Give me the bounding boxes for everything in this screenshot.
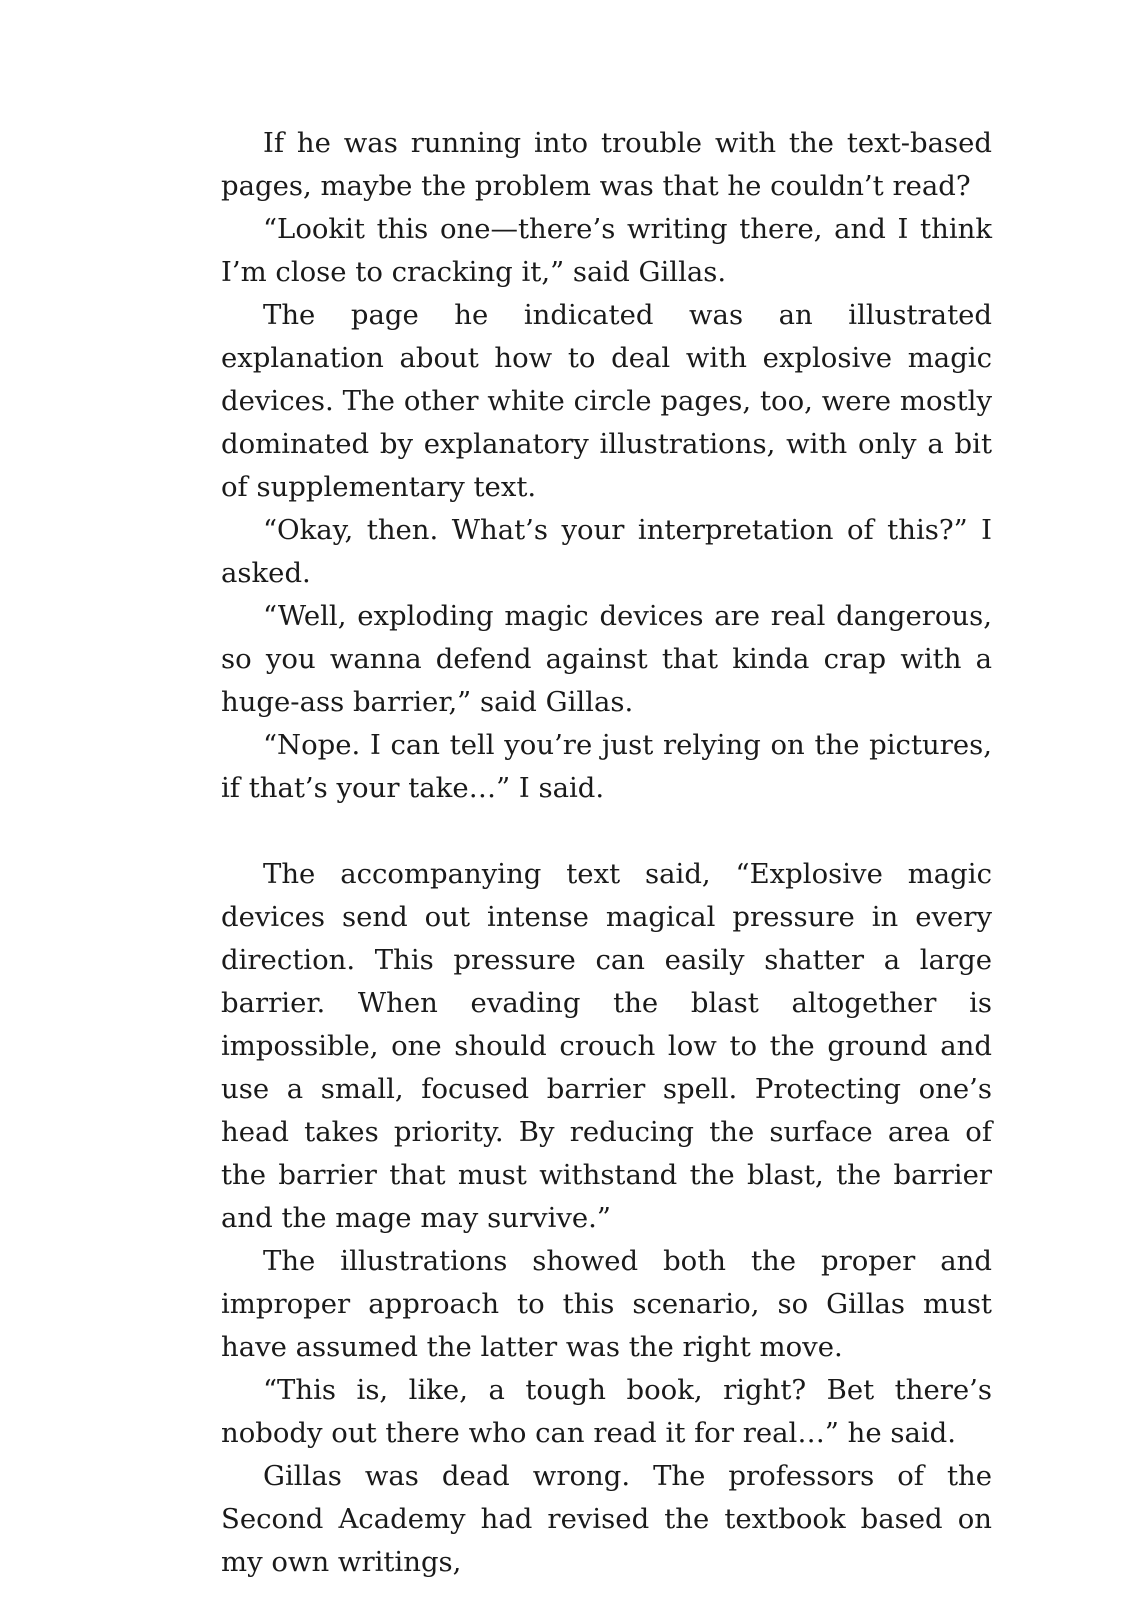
paragraph: Gillas was dead wrong. The professors of the Second Academy had revised the textbook based on my own writings, <box>221 1460 992 1578</box>
paragraph: “This is, like, a tough book, right? Bet there’s nobody out there who can read it for real…” he said. <box>221 1374 992 1449</box>
paragraph: The accompanying text said, “Explosive magic devices send out intense magical pressure in every direction. This pressure can easily shatter a large barrier. When evading the blast altogether is impossible, one should crouch low to the ground and use a small, focused barrier spell. Protecting one’s head takes priority. By reducing the surface area of the barrier that must withstand the blast, the barrier and the mage may survive.” <box>221 858 992 1234</box>
paragraph: If he was running into trouble with the text-based pages, maybe the problem was that he couldn’t read? <box>221 127 992 202</box>
paragraph: “Well, exploding magic devices are real dangerous, so you wanna defend against that kinda crap with a huge-ass barrier,” said Gillas. <box>221 600 992 718</box>
paragraph: The page he indicated was an illustrated explanation about how to deal with explosive magic devices. The other white circle pages, too, were mostly dominated by explanatory illustrations, with only a bit of supplementary text. <box>221 299 992 503</box>
paragraph: “Nope. I can tell you’re just relying on the pictures, if that’s your take…” I said. <box>221 729 992 804</box>
paragraph: The illustrations showed both the proper and improper approach to this scenario, so Gillas must have assumed the latter was the right move. <box>221 1245 992 1363</box>
paragraph: “Okay, then. What’s your interpretation of this?” I asked. <box>221 514 992 589</box>
body-text <box>221 122 992 1584</box>
paragraph: “Lookit this one—there’s writing there, and I think I’m close to cracking it,” said Gillas. <box>221 213 992 288</box>
